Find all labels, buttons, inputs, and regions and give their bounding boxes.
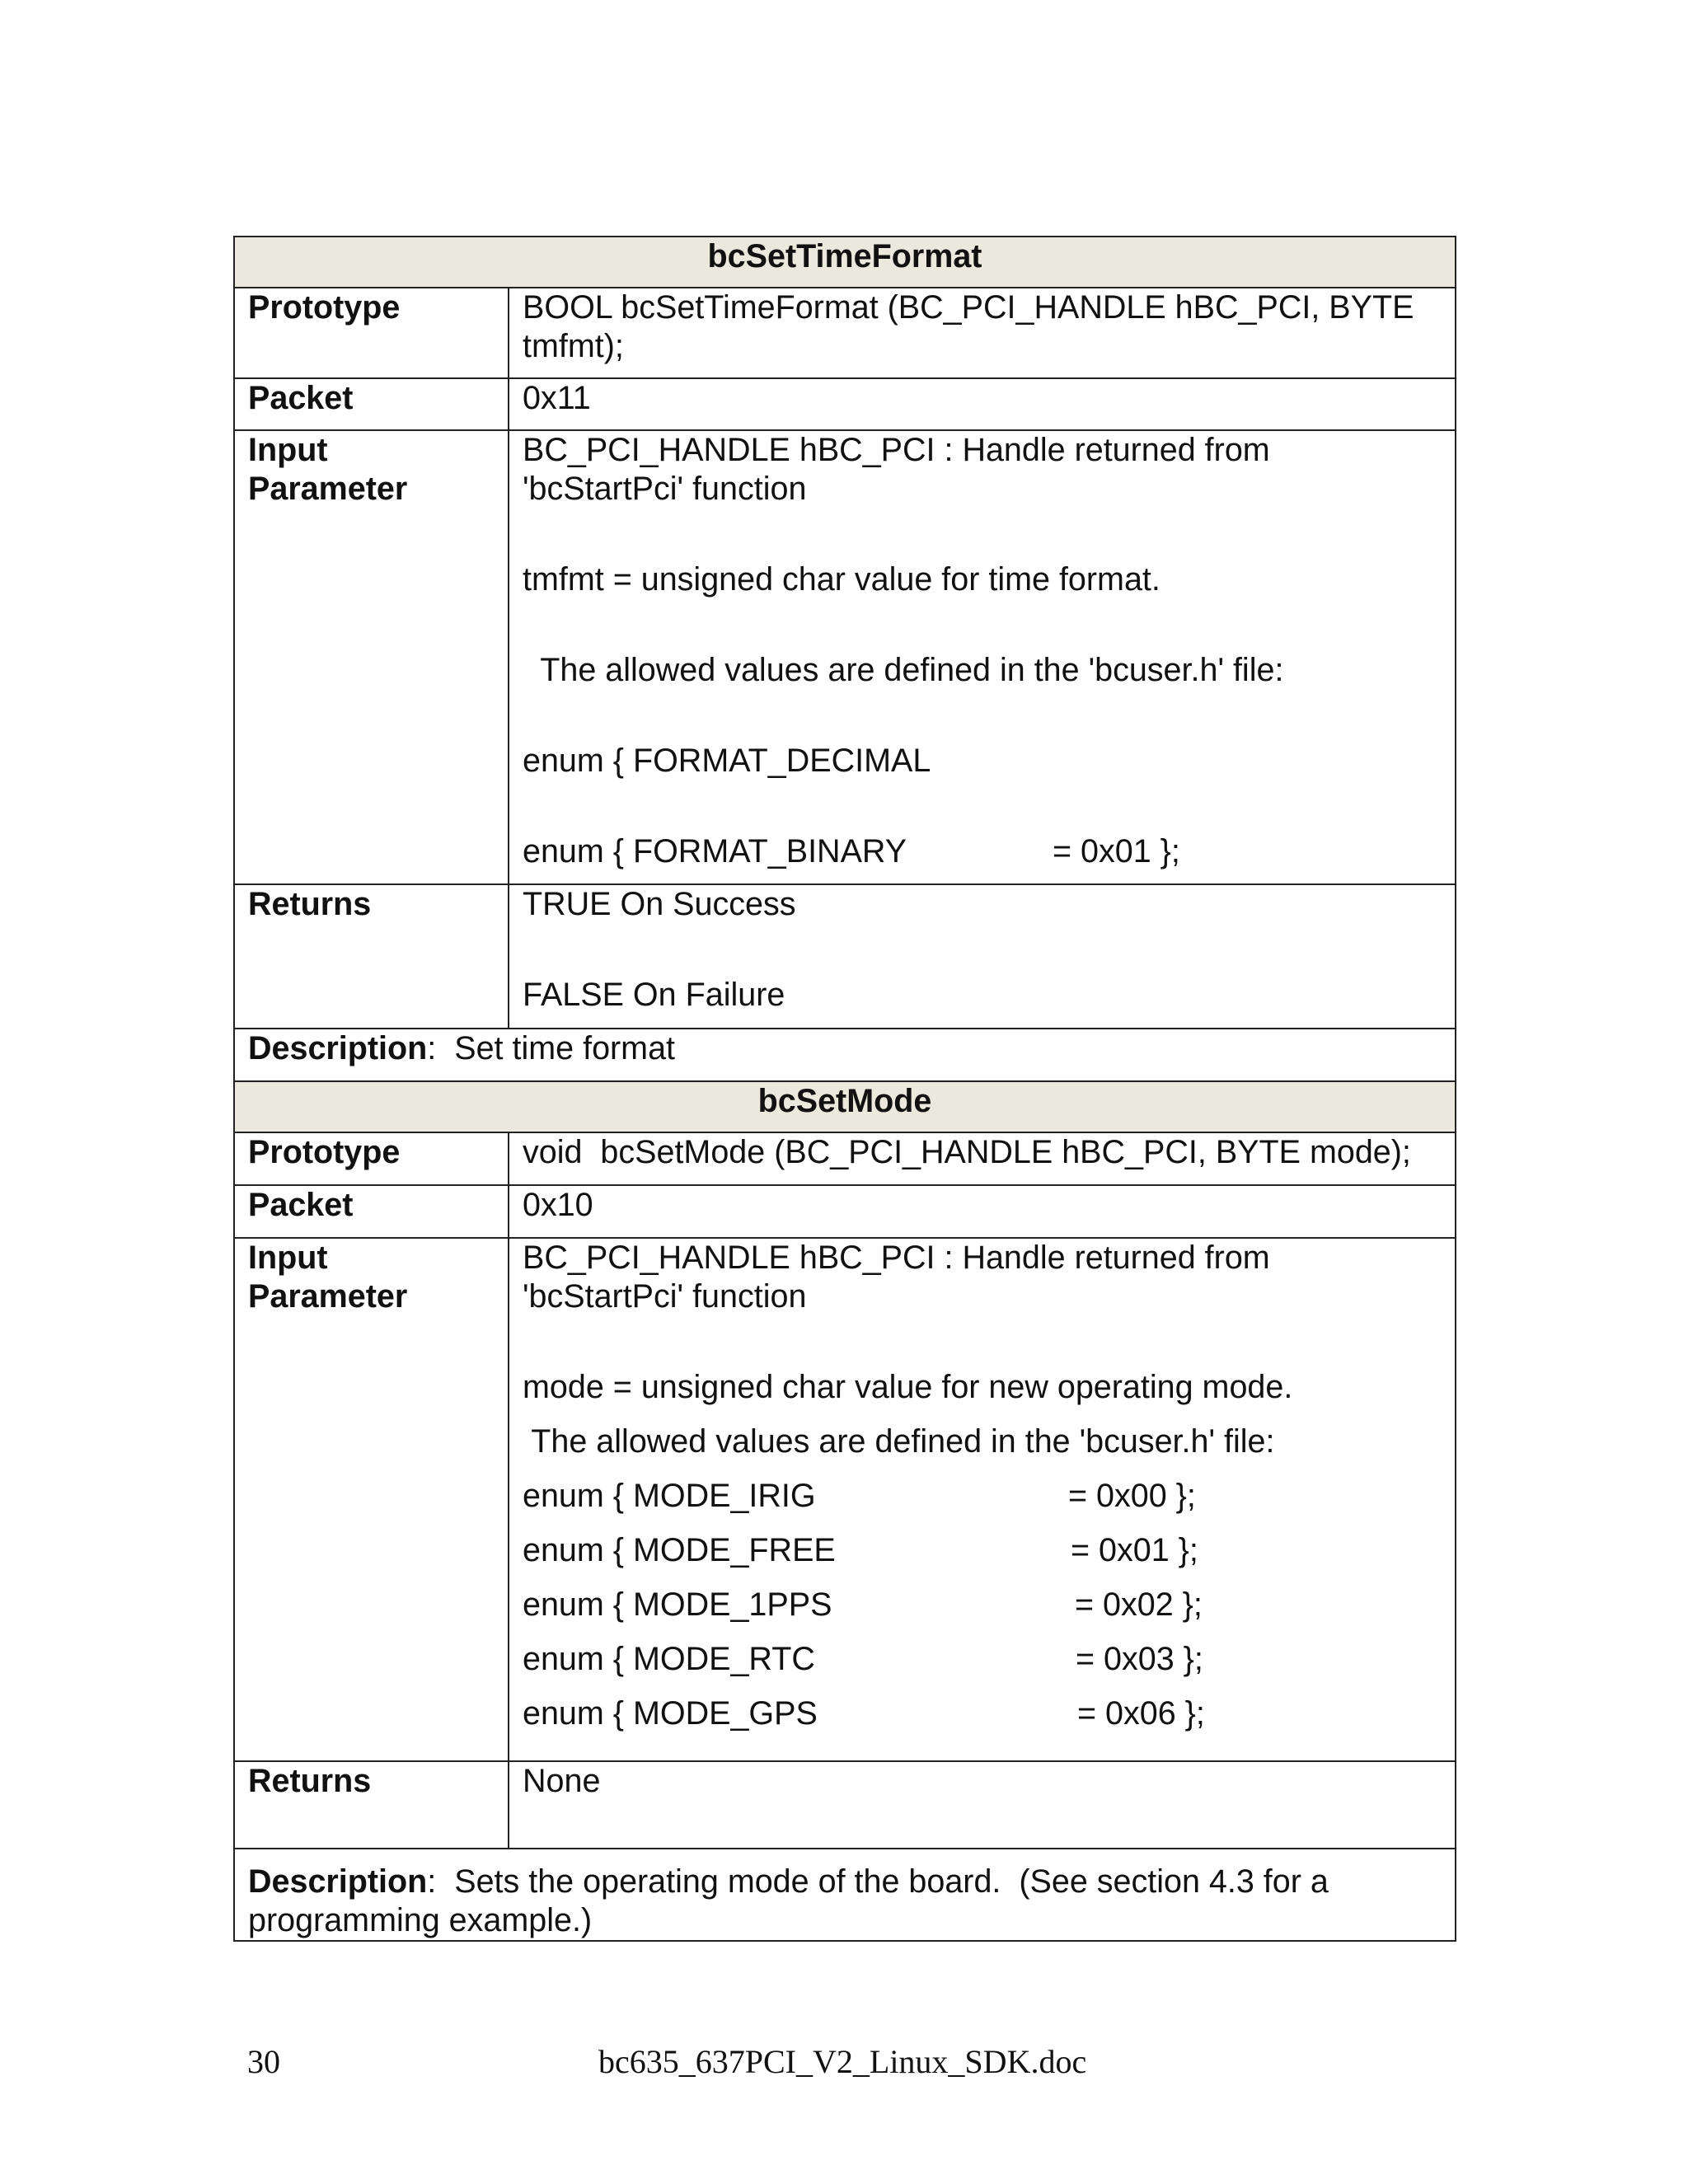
prototype-label: Prototype: [234, 1132, 509, 1185]
prototype-value: [509, 1132, 1456, 1185]
enum-row: [523, 742, 1442, 780]
api-reference-table: [233, 236, 1456, 1942]
enum-name: enum { MODE_1PPS: [523, 1586, 832, 1623]
enum-value: = 0x06 };: [1077, 1695, 1205, 1732]
prototype-label: Prototype: [234, 288, 509, 378]
footer-filename: bc635_637PCI_V2_Linux_SDK.doc: [598, 2043, 1087, 2080]
input-label-line: Parameter: [248, 471, 408, 507]
packet-value: 0x10: [509, 1185, 1456, 1238]
returns-line: TRUE On Success: [523, 886, 796, 922]
enum-name: enum { MODE_GPS: [523, 1695, 818, 1732]
param-line: tmfmt = unsigned char value for time format.: [523, 561, 1160, 598]
description-text: Set time format: [436, 1030, 676, 1066]
returns-label: Returns: [234, 1761, 509, 1849]
description-row: [234, 1029, 1456, 1081]
input-label-line: Input: [248, 432, 328, 468]
prototype-line: BOOL bcSetTimeFormat (BC_PCI_HANDLE hBC_PCI, BYTE: [523, 289, 1414, 326]
description-line: programming example.): [248, 1902, 593, 1938]
enum-value: = 0x02 };: [1075, 1586, 1203, 1623]
prototype-value: [509, 288, 1456, 378]
description-row: [234, 1849, 1456, 1941]
returns-value: [509, 884, 1456, 1029]
enum-name: enum { MODE_IRIG: [523, 1478, 816, 1514]
enum-name: enum { MODE_FREE: [523, 1532, 836, 1568]
enum-name: enum { FORMAT_BINARY: [523, 833, 907, 869]
param-line: mode = unsigned char value for new operating mode.: [523, 1369, 1293, 1405]
enum-name: enum { MODE_RTC: [523, 1641, 815, 1677]
prototype-line: tmfmt);: [523, 328, 624, 364]
description-line: [248, 1863, 1442, 1901]
enum-row: [523, 1531, 1442, 1570]
allowed-values-line: The allowed values are defined in the 'bcuser.h' file:: [523, 652, 1284, 688]
section-title: bcSetTimeFormat: [234, 237, 1456, 288]
enum-value: = 0x01 };: [1053, 833, 1180, 869]
enum-name: enum { FORMAT_DECIMAL: [523, 743, 931, 779]
enum-row: [523, 1477, 1442, 1516]
input-parameter-label: [234, 430, 509, 884]
page-number: 30: [247, 2043, 280, 2080]
handle-line: BC_PCI_HANDLE hBC_PCI : Handle returned from: [523, 1240, 1270, 1276]
description-label: Description: [248, 1863, 428, 1900]
returns-line: None: [523, 1763, 601, 1799]
input-parameter-value: [509, 1238, 1456, 1761]
allowed-values-line: The allowed values are defined in the 'bcuser.h' file:: [523, 1423, 1275, 1460]
section-title: bcSetMode: [234, 1081, 1456, 1132]
handle-line: BC_PCI_HANDLE hBC_PCI : Handle returned from: [523, 432, 1270, 468]
packet-label: Packet: [234, 378, 509, 430]
description-text: Sets the operating mode of the board. (See section 4.3 for a: [436, 1863, 1329, 1900]
input-label-line: Input: [248, 1240, 328, 1276]
returns-value: [509, 1761, 1456, 1849]
enum-row: [523, 1640, 1442, 1679]
description-label: Description: [248, 1030, 428, 1066]
input-parameter-label: [234, 1238, 509, 1761]
packet-label: Packet: [234, 1185, 509, 1238]
returns-line: FALSE On Failure: [523, 977, 785, 1013]
colon: :: [427, 1863, 437, 1900]
prototype-line: void bcSetMode (BC_PCI_HANDLE hBC_PCI, BYTE mode);: [523, 1134, 1411, 1170]
enum-row: [523, 832, 1442, 871]
input-label-line: Parameter: [248, 1278, 408, 1315]
packet-value: 0x11: [509, 378, 1456, 430]
handle-line: 'bcStartPci' function: [523, 471, 807, 507]
input-parameter-value: [509, 430, 1456, 884]
enum-value: = 0x03 };: [1076, 1641, 1203, 1677]
enum-row: [523, 1586, 1442, 1624]
enum-value: = 0x01 };: [1071, 1532, 1198, 1568]
handle-line: 'bcStartPci' function: [523, 1278, 807, 1315]
enum-value: = 0x00 };: [1068, 1478, 1196, 1514]
returns-label: Returns: [234, 884, 509, 1029]
colon: :: [427, 1030, 437, 1066]
enum-row: [523, 1694, 1442, 1733]
